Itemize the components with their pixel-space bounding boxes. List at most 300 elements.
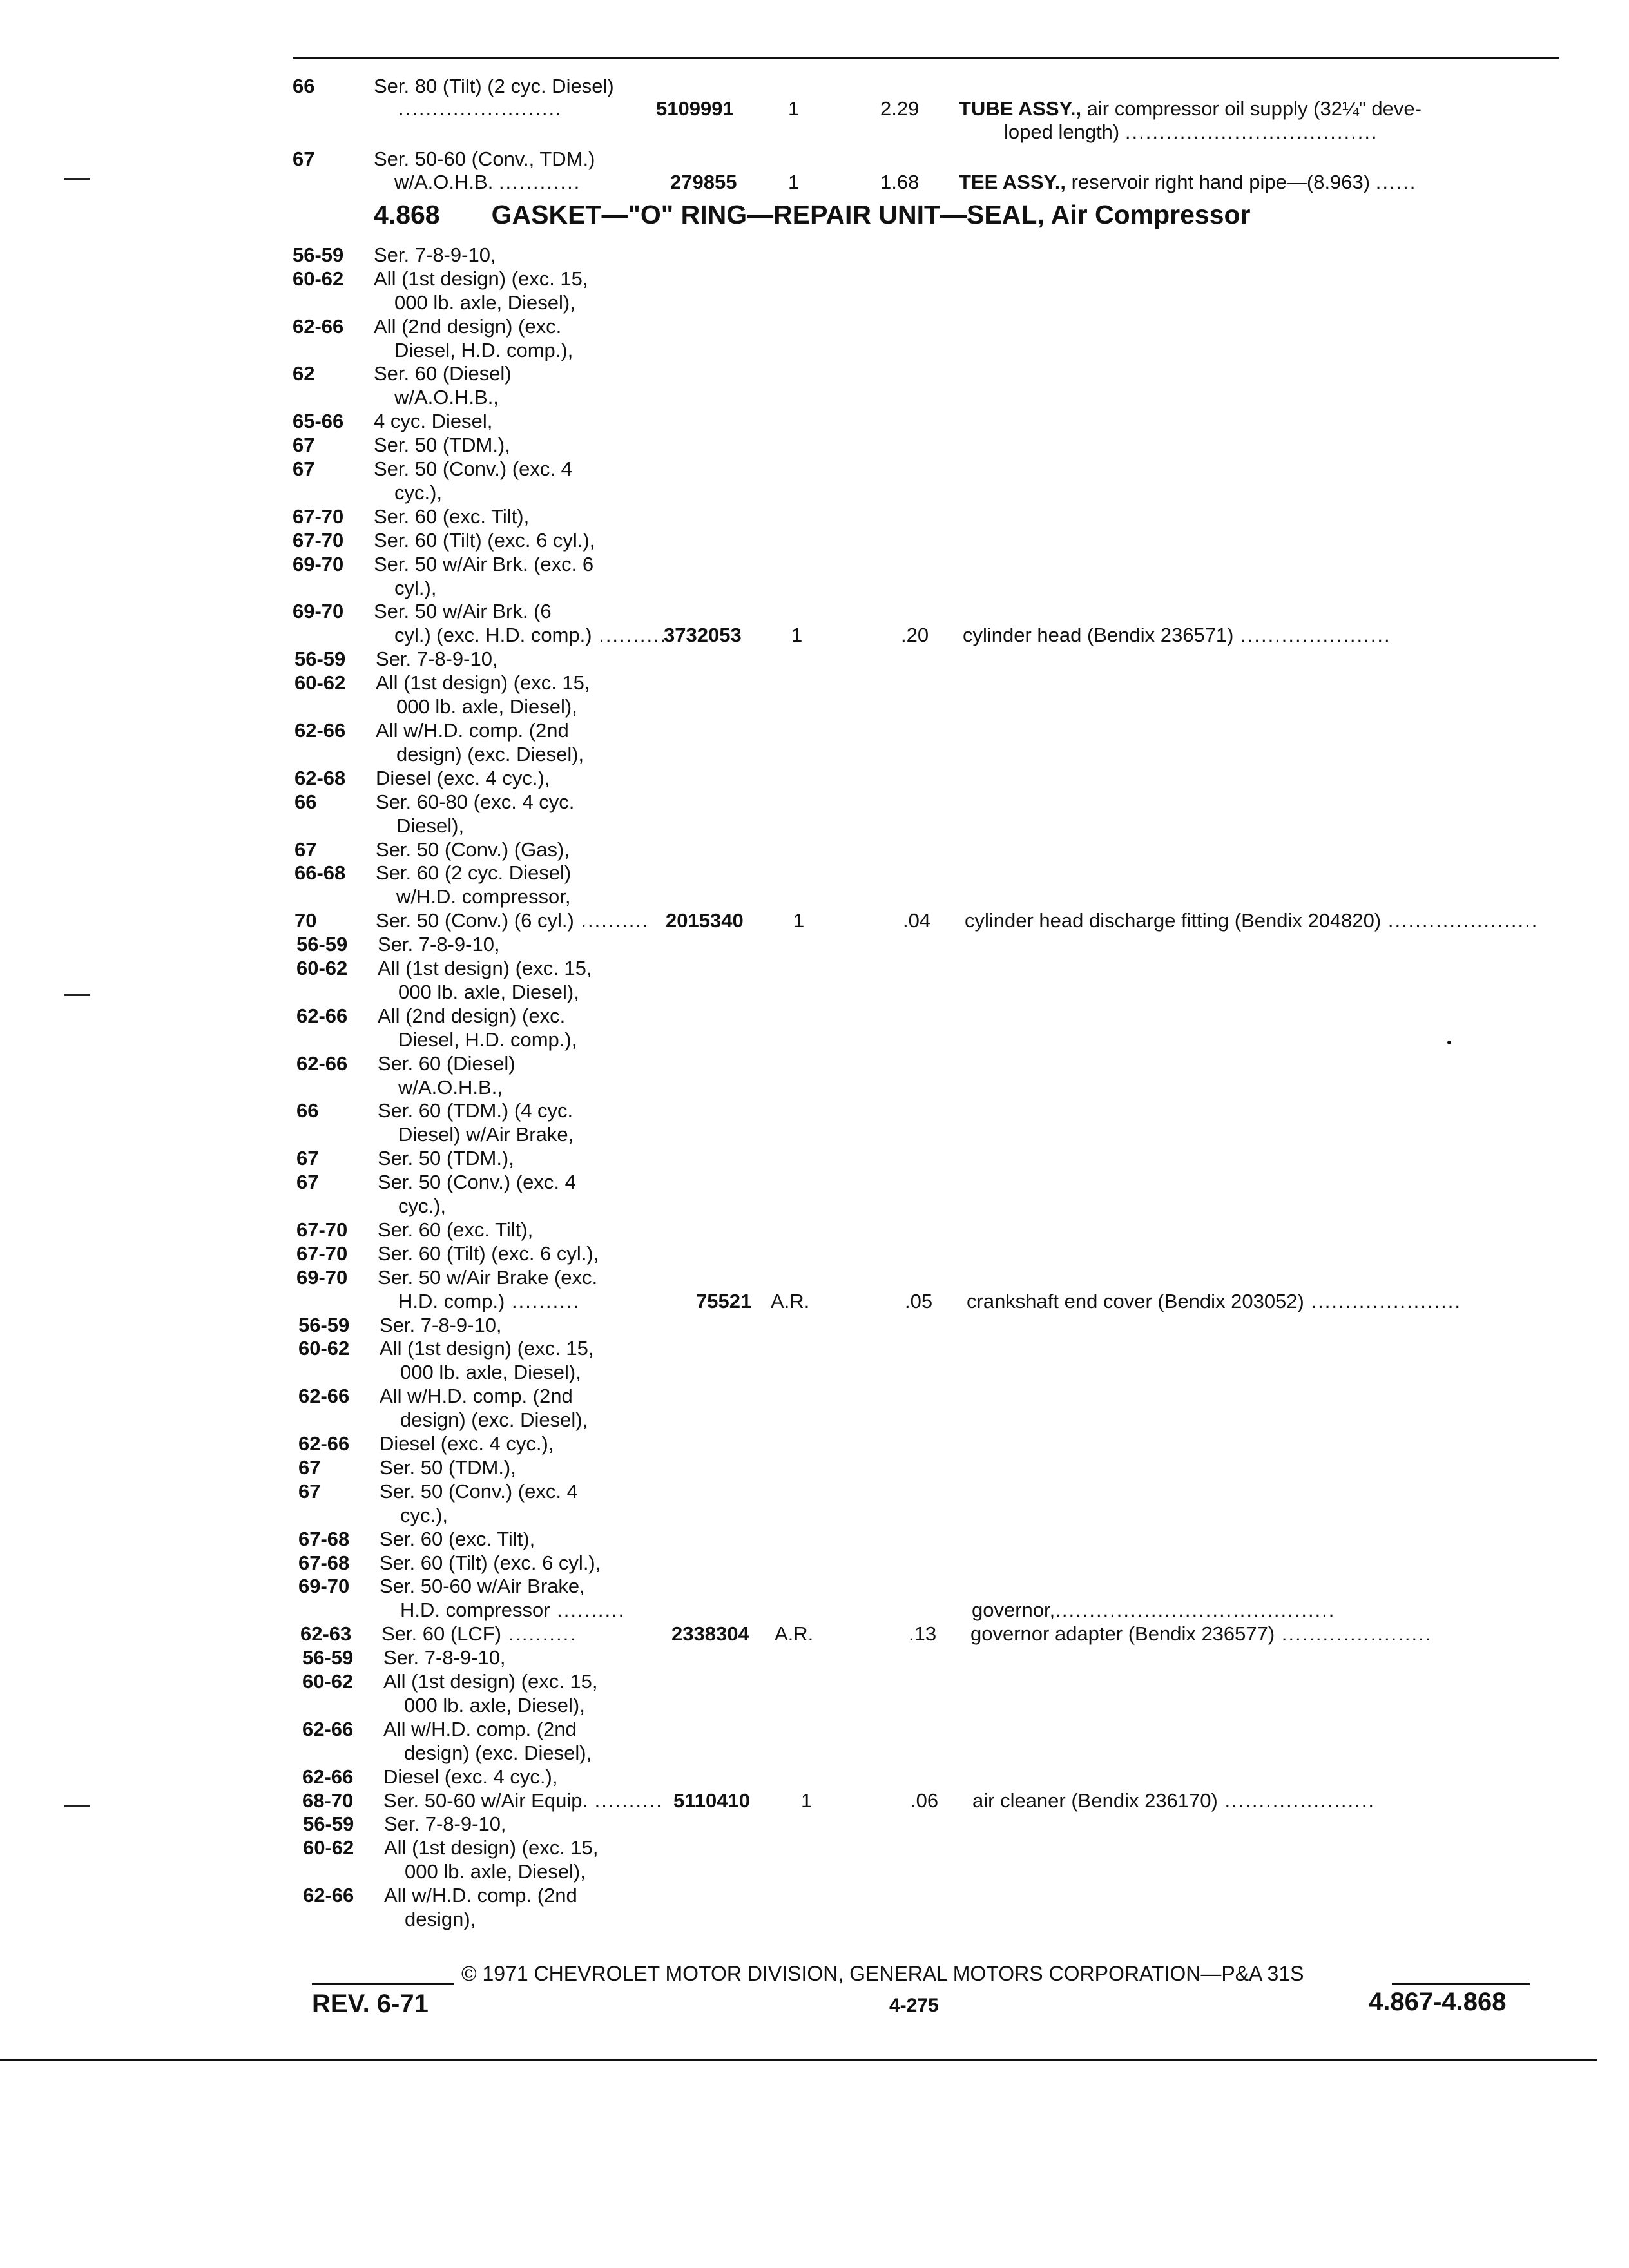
model-description: [374, 243, 496, 267]
description-text: Ser. 60-80 (exc. 4 cyc.: [376, 791, 575, 813]
leader-dots: ......................: [1217, 1789, 1375, 1812]
entry-row: [0, 1456, 1629, 1479]
description-text: 000 lb. axle, Diesel),: [396, 695, 577, 718]
entry-row: [0, 1265, 1629, 1289]
leader-dots: ..........: [574, 909, 650, 932]
item-text: cylinder head (Bendix 236571): [963, 624, 1234, 646]
year-range: 62-68: [294, 767, 346, 789]
entry-row: [0, 1574, 1629, 1598]
entry-row: [0, 1218, 1629, 1242]
year-range: 56-59: [302, 1646, 354, 1669]
entry-row: [0, 1432, 1629, 1456]
entry-row: [0, 338, 1629, 362]
model-description: [394, 623, 667, 647]
description-text: Diesel (exc. 4 cyc.),: [383, 1765, 558, 1788]
model-description: w/A.O.H.B. ............: [394, 171, 581, 193]
model-description: [394, 576, 436, 600]
price: .05: [905, 1290, 933, 1312]
item-text: governor adapter (Bendix 236577): [970, 1622, 1275, 1645]
entry-row: [0, 932, 1629, 956]
model-description: [384, 1812, 506, 1836]
description-text: 000 lb. axle, Diesel),: [404, 1694, 585, 1716]
description-text: Ser. 50 w/Air Brk. (exc. 6: [374, 553, 594, 575]
model-description: [396, 885, 570, 908]
item-text: cylinder head discharge fitting (Bendix 204820): [965, 909, 1382, 932]
description-text: Ser. 50 (Conv.) (exc. 4: [374, 457, 572, 480]
year-range: 56-59: [303, 1812, 354, 1835]
year-range: 67-68: [298, 1528, 350, 1550]
model-description: [398, 980, 579, 1004]
entry-row: [0, 1313, 1629, 1337]
description-text: Ser. 50-60 w/Air Equip.: [383, 1789, 588, 1812]
entry-row: [0, 1336, 1629, 1360]
entry-row: [0, 647, 1629, 671]
year-range: 69-70: [293, 553, 344, 575]
model-description: [380, 1384, 573, 1408]
description-text: cyl.),: [394, 577, 437, 599]
model-description: [396, 742, 584, 766]
model-description: [400, 1408, 588, 1432]
part-number: 75521: [696, 1290, 752, 1312]
description-text: Diesel, H.D. comp.),: [398, 1028, 577, 1051]
year-range: 67-70: [296, 1218, 348, 1241]
model-description: [376, 718, 569, 742]
entry-row: [0, 1170, 1629, 1194]
model-description: [378, 1146, 514, 1170]
model-description: [380, 1336, 594, 1360]
entry-row: [0, 576, 1629, 600]
revision-label: REV. 6-71: [312, 1990, 429, 2018]
entry-row: [0, 457, 1629, 481]
year-range: 60-62: [293, 267, 344, 290]
model-description: [394, 481, 442, 505]
entry-row: [0, 790, 1629, 814]
model-description: [376, 671, 590, 695]
model-description: [396, 814, 464, 838]
year-range: 66-68: [294, 861, 346, 884]
year-range: 67: [296, 1171, 319, 1193]
entry-row: [0, 1622, 1629, 1646]
entry-row: [0, 385, 1629, 409]
model-description: [383, 1765, 557, 1789]
item-continuation: loped length) .....................................: [1004, 120, 1378, 143]
description-text: Ser. 50 (Conv.) (exc. 4: [380, 1480, 578, 1503]
model-description: [374, 409, 492, 433]
item-description: [970, 1622, 1432, 1646]
description-text: All (1st design) (exc. 15,: [384, 1836, 599, 1859]
model-description: [394, 291, 575, 314]
description-text: Ser. 7-8-9-10,: [376, 648, 498, 670]
model-description: [380, 1456, 516, 1479]
year-range: 67: [293, 457, 315, 480]
model-description: [398, 1122, 574, 1146]
model-description: [400, 1598, 625, 1622]
year-range: 66: [296, 1099, 319, 1122]
description-text: Ser. 60 (exc. Tilt),: [380, 1528, 535, 1550]
quantity: A.R.: [771, 1290, 810, 1312]
description-text: cyc.),: [400, 1504, 448, 1526]
item-detail: air compressor oil supply (32¼" deve-: [1081, 97, 1422, 120]
description-text: cyc.),: [394, 481, 443, 504]
copyright-line: © 1971 CHEVROLET MOTOR DIVISION, GENERAL MOTORS CORPORATION—P&A 31S: [461, 1962, 1304, 1985]
price: 1.68: [880, 171, 920, 193]
description-text: Diesel (exc. 4 cyc.),: [376, 767, 550, 789]
description-text: 000 lb. axle, Diesel),: [394, 291, 575, 314]
model-description: [404, 1693, 585, 1717]
item-description: [967, 1289, 1461, 1313]
leader-dots: ......................: [1304, 1290, 1461, 1312]
year-range: 67-70: [293, 505, 344, 528]
year-range: 65-66: [293, 410, 344, 432]
leader-dots: ..........: [505, 1290, 581, 1312]
description-text: All (2nd design) (exc.: [374, 315, 562, 338]
model-description: [374, 528, 595, 552]
year-range: 67: [298, 1456, 321, 1479]
description-text: Diesel),: [396, 814, 465, 837]
year-range: 62-66: [296, 1052, 348, 1075]
year-range: 62-63: [300, 1622, 352, 1645]
entry-row: [0, 1646, 1629, 1669]
entry-row: [0, 1789, 1629, 1812]
year-range: 67-70: [296, 1242, 348, 1265]
year-range: 62: [293, 362, 315, 385]
part-number: 2338304: [671, 1622, 749, 1645]
description-text: cyl.) (exc. H.D. comp.): [394, 624, 592, 646]
entry-row: [0, 1669, 1629, 1693]
description-text: Ser. 50 (Conv.) (6 cyl.): [376, 909, 574, 932]
section-title: GASKET—"O" RING—REPAIR UNIT—SEAL, Air Compressor: [491, 200, 1251, 229]
year-range: 60-62: [302, 1670, 354, 1693]
entry-row: [0, 908, 1629, 932]
entry-row: [0, 838, 1629, 861]
item-text: air cleaner (Bendix 236170): [972, 1789, 1218, 1812]
model-description: [394, 338, 573, 362]
leader-dots: ......................: [1381, 909, 1539, 932]
model-description: [394, 385, 499, 409]
year-range: 62-66: [302, 1718, 354, 1740]
price: 2.29: [880, 97, 920, 120]
description-text: design) (exc. Diesel),: [404, 1742, 592, 1764]
bottom-rule: [0, 2059, 1597, 2061]
leader-dots: ..........: [501, 1622, 577, 1645]
model-description: [383, 1669, 598, 1693]
item-title: TUBE ASSY.,: [959, 97, 1082, 120]
entry-row: [0, 1242, 1629, 1265]
part-number: 2015340: [666, 909, 744, 932]
description-text: All w/H.D. comp. (2nd: [384, 1884, 577, 1907]
model-description: Ser. 80 (Tilt) (2 cyc. Diesel): [374, 75, 614, 97]
description-text: design) (exc. Diesel),: [396, 743, 584, 765]
item-description: [963, 623, 1391, 647]
model-description: [374, 361, 512, 385]
year-range: 68-70: [302, 1789, 354, 1812]
model-description: [378, 1218, 533, 1242]
entry-row: [0, 1765, 1629, 1789]
description-text: All (1st design) (exc. 15,: [376, 671, 590, 694]
year-range: 70: [294, 909, 317, 932]
entry-row: [0, 170, 1629, 194]
entry-row: [0, 1146, 1629, 1170]
model-description: [378, 1004, 565, 1028]
description-text: All (1st design) (exc. 15,: [383, 1670, 598, 1693]
description-text: 000 lb. axle, Diesel),: [405, 1860, 586, 1883]
entry-row: [0, 1122, 1629, 1146]
part-number: 3732053: [664, 624, 742, 646]
item-text: crankshaft end cover (Bendix 203052): [967, 1290, 1304, 1312]
entry-row: [0, 671, 1629, 695]
entry-row: [0, 1384, 1629, 1408]
entry-row: [0, 1598, 1629, 1622]
model-description: [374, 552, 593, 576]
entry-row: [0, 623, 1629, 647]
year-range: 66: [293, 75, 315, 97]
item-text: governor,: [972, 1599, 1055, 1621]
year-range: 62-66: [302, 1765, 354, 1788]
description-text: Ser. 7-8-9-10,: [380, 1314, 502, 1336]
entry-row: [0, 409, 1629, 433]
item-description: TEE ASSY., reservoir right hand pipe—(8.963) ......: [959, 171, 1417, 193]
description-text: Ser. 7-8-9-10,: [383, 1646, 506, 1669]
entry-row: [0, 1717, 1629, 1741]
price: .04: [903, 909, 931, 932]
leader-dots: ..........: [550, 1599, 626, 1621]
description-text: All (1st design) (exc. 15,: [380, 1337, 594, 1360]
entry-row: [0, 1360, 1629, 1384]
description-text: design),: [405, 1908, 476, 1930]
entry-row: [0, 1479, 1629, 1503]
entry-row: [0, 1812, 1629, 1836]
model-description: [374, 505, 529, 528]
stray-mark: [1447, 1041, 1451, 1044]
year-range: 62-66: [294, 719, 346, 742]
year-range: 56-59: [293, 244, 344, 266]
model-description: [398, 1028, 577, 1052]
description-text: Ser. 50 (TDM.),: [374, 434, 510, 456]
part-number: 5109991: [656, 97, 734, 120]
model-description: [376, 908, 650, 932]
model-description: [374, 267, 588, 291]
year-range: 67: [296, 1147, 319, 1169]
entry-row: [0, 552, 1629, 576]
item-description: [965, 908, 1538, 932]
leader-dots: ..........: [588, 1789, 663, 1812]
model-description: [374, 457, 572, 481]
year-range: 62-66: [293, 315, 344, 338]
entry-row: [0, 885, 1629, 908]
model-description: [383, 1646, 506, 1669]
top-rule: [293, 57, 1559, 59]
description-text: Ser. 60 (Diesel): [374, 362, 512, 385]
description-text: All w/H.D. comp. (2nd: [376, 719, 569, 742]
entry-row: [0, 1527, 1629, 1551]
model-description: [378, 932, 500, 956]
entry-row: [0, 1907, 1629, 1931]
model-description: [376, 790, 574, 814]
year-range: 67-68: [298, 1552, 350, 1574]
entry-row: [0, 1028, 1629, 1052]
model-description: [384, 1836, 599, 1860]
entry-row: [0, 956, 1629, 980]
year-range: 60-62: [294, 671, 346, 694]
model-description: [380, 1479, 578, 1503]
entry-row: [0, 1052, 1629, 1075]
entry-row: [0, 1883, 1629, 1907]
description-text: Ser. 7-8-9-10,: [374, 244, 496, 266]
year-range: 67: [294, 838, 317, 861]
quantity: A.R.: [775, 1622, 814, 1645]
year-range: 69-70: [296, 1266, 348, 1289]
year-range: 62-66: [298, 1432, 350, 1455]
year-range: 67-70: [293, 529, 344, 552]
entry-row: [0, 1503, 1629, 1527]
description-text: Ser. 50 w/Air Brake (exc.: [378, 1266, 598, 1289]
price: .13: [909, 1622, 937, 1645]
description-text: Ser. 50 w/Air Brk. (6: [374, 600, 552, 622]
description-text: H.D. compressor: [400, 1599, 550, 1621]
description-text: Diesel (exc. 4 cyc.),: [380, 1432, 554, 1455]
description-text: Ser. 60 (exc. Tilt),: [378, 1218, 534, 1241]
description-text: Ser. 60 (2 cyc. Diesel): [376, 861, 572, 884]
year-range: 62-66: [303, 1884, 354, 1907]
description-text: Ser. 50 (TDM.),: [380, 1456, 516, 1479]
description-text: Ser. 7-8-9-10,: [378, 933, 500, 956]
year-range: 69-70: [298, 1575, 350, 1597]
entry-row: [0, 1075, 1629, 1099]
part-number: 5110410: [673, 1789, 750, 1812]
description-text: Ser. 50-60 w/Air Brake,: [380, 1575, 585, 1597]
description-text: Diesel, H.D. comp.),: [394, 339, 574, 361]
model-description: [398, 1289, 580, 1313]
year-range: 67: [293, 434, 315, 456]
description-text: w/H.D. compressor,: [396, 885, 571, 908]
description-text: Ser. 60 (Diesel): [378, 1052, 516, 1075]
quantity: 1: [801, 1789, 813, 1812]
model-description: [398, 1194, 446, 1218]
entry-row: [0, 1408, 1629, 1432]
model-description: [405, 1907, 476, 1931]
price: .06: [911, 1789, 939, 1812]
model-description: [376, 766, 550, 790]
entry-row: [0, 814, 1629, 838]
entry-row: [0, 97, 1629, 120]
model-description: [398, 1075, 503, 1099]
description-text: Ser. 60 (exc. Tilt),: [374, 505, 530, 528]
model-description: [378, 1052, 516, 1075]
model-description: [378, 1170, 576, 1194]
part-number: 279855: [670, 171, 737, 193]
model-description: [383, 1789, 663, 1812]
item-title: TEE ASSY.,: [959, 171, 1066, 193]
section-range: 4.867-4.868: [1369, 1988, 1507, 2016]
model-description: [378, 1242, 599, 1265]
entry-row: [0, 361, 1629, 385]
model-description: [396, 695, 577, 718]
entry-row: [0, 1194, 1629, 1218]
leader-dots: ......................: [1275, 1622, 1432, 1645]
model-description: [380, 1574, 585, 1598]
entry-row: [0, 267, 1629, 291]
year-range: 60-62: [296, 957, 348, 979]
year-range: 62-66: [296, 1004, 348, 1027]
year-range: 67: [298, 1480, 321, 1503]
quantity: 1: [788, 171, 800, 193]
model-description: [400, 1360, 581, 1384]
description-text: Ser. 60 (Tilt) (exc. 6 cyl.),: [374, 529, 595, 552]
entry-row: [0, 980, 1629, 1004]
description-text: All (2nd design) (exc.: [378, 1004, 566, 1027]
entry-row: [0, 1836, 1629, 1860]
entry-row: [0, 718, 1629, 742]
model-description: [380, 1432, 554, 1456]
model-description: [374, 433, 510, 457]
item-description: [972, 1789, 1375, 1812]
model-description: [374, 314, 561, 338]
description-text: Ser. 60 (TDM.) (4 cyc.: [378, 1099, 574, 1122]
entry-row: [0, 766, 1629, 790]
page-number: 4-275: [889, 1995, 939, 2016]
entry-row: [0, 314, 1629, 338]
item-description: [959, 97, 1422, 120]
model-description: [384, 1883, 577, 1907]
leader-dots: ..........: [592, 624, 668, 646]
description-text: All (1st design) (exc. 15,: [374, 267, 588, 290]
year-range: 60-62: [303, 1836, 354, 1859]
price: .20: [901, 624, 929, 646]
description-text: Diesel) w/Air Brake,: [398, 1123, 574, 1146]
quantity: 1: [793, 909, 805, 932]
model-description: [381, 1622, 577, 1646]
description-text: Ser. 50 (TDM.),: [378, 1147, 514, 1169]
year-range: 56-59: [294, 648, 346, 670]
description-text: Ser. 60 (LCF): [381, 1622, 502, 1645]
description-text: All w/H.D. comp. (2nd: [383, 1718, 577, 1740]
description-text: All (1st design) (exc. 15,: [378, 957, 592, 979]
entry-row: [0, 695, 1629, 718]
model-description: [376, 647, 498, 671]
quantity: 1: [788, 97, 800, 120]
entry-row: [0, 243, 1629, 267]
model-description: Ser. 50-60 (Conv., TDM.): [374, 148, 595, 170]
entry-row: [0, 1289, 1629, 1313]
leader-dots: .........................................: [1055, 1599, 1336, 1621]
model-description: [404, 1741, 592, 1765]
description-text: design) (exc. Diesel),: [400, 1408, 588, 1431]
model-description: [376, 838, 570, 861]
year-range: 56-59: [298, 1314, 350, 1336]
year-range: 60-62: [298, 1337, 350, 1360]
item-detail: reservoir right hand pipe—(8.963): [1065, 171, 1371, 193]
entry-row: [0, 1693, 1629, 1717]
model-description: [405, 1860, 586, 1883]
entry-row: [0, 861, 1629, 885]
description-text: H.D. comp.): [398, 1290, 505, 1312]
model-description: [380, 1527, 535, 1551]
quantity: 1: [791, 624, 803, 646]
description-text: Ser. 50 (Conv.) (Gas),: [376, 838, 570, 861]
model-description: [383, 1717, 577, 1741]
section-number: 4.868: [374, 200, 440, 229]
description-text: Ser. 7-8-9-10,: [384, 1812, 506, 1835]
leader-dots: ........................: [398, 97, 563, 120]
entry-row: [0, 505, 1629, 528]
model-description: [378, 1099, 573, 1122]
description-text: Ser. 50 (Conv.) (exc. 4: [378, 1171, 576, 1193]
entry-row: [0, 528, 1629, 552]
footer-rule-left: [312, 1983, 454, 1985]
model-description: [374, 599, 552, 623]
entry-row: [0, 1004, 1629, 1028]
year-range: 66: [294, 791, 317, 813]
